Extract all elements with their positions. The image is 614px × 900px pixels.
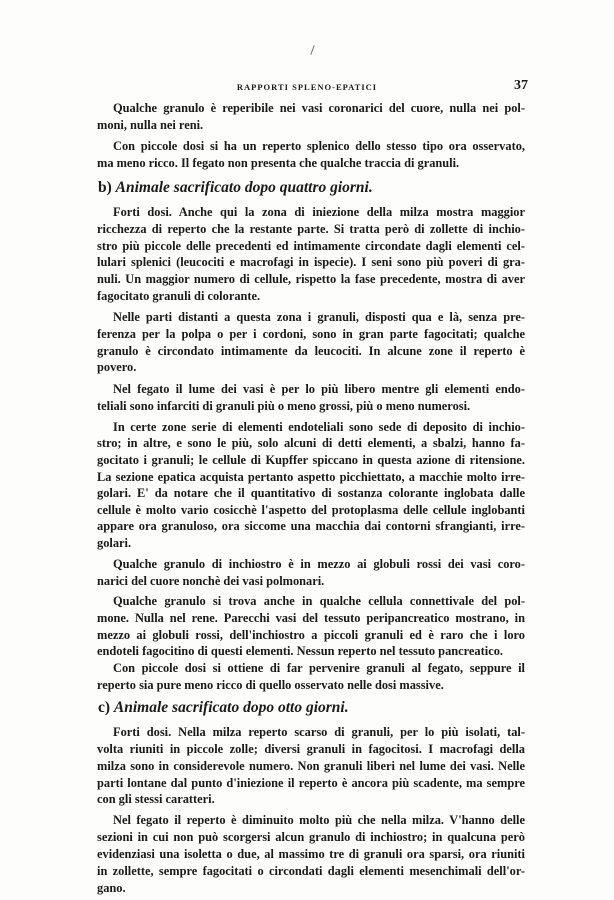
text-line: Forti dosi. Anche qui la zona di iniezione della milza mostra maggior xyxy=(113,205,525,219)
text-line: nuli. Un maggior numero di cellule, rispetto la fase precedente, mostra di aver xyxy=(97,272,525,286)
section-heading-b xyxy=(98,179,373,197)
text-line: appare ora granuloso, ora siccome una macchia dai contorni sfrangianti, irre- xyxy=(97,519,525,533)
running-head: RAPPORTI SPLENO-EPATICI xyxy=(236,82,378,92)
text-line: stro; in altre, e sono le più, solo alcuni di detti elementi, a sbalzi, hanno fa- xyxy=(97,436,525,450)
section-title: Animale sacrificato dopo quattro giorni. xyxy=(115,179,373,196)
text-line: cellule è molto vario cosicchè l'aspetto del protoplasma delle cellule inglobanti xyxy=(97,503,525,517)
text-line: golari. xyxy=(97,536,132,550)
text-line: moni, nulla nei reni. xyxy=(97,118,204,132)
text-line: Nel fegato il lume dei vasi è per lo più libero mentre gli elementi endo- xyxy=(113,382,525,396)
text-line: narici del cuore nonchè dei vasi polmonari. xyxy=(97,574,325,588)
text-line: parti lontane dal punto d'iniezione il reperto è ancora più scadente, ma sempre xyxy=(97,776,525,790)
text-line: stro più piccole delle precedenti ed intimamente circondate dagli elementi cel- xyxy=(97,239,525,253)
text-line: endoteli fagocitino di questi elementi. Nessun reperto nel tessuto pancreatico. xyxy=(97,644,503,658)
text-line: Nelle parti distanti a questa zona i granuli, disposti qua e là, senza pre- xyxy=(113,310,525,324)
text-line: ferenza per la polpa o per i cordoni, sono in gran parte fagocitati; qualche xyxy=(97,327,525,341)
text-line: povero. xyxy=(97,360,137,374)
text-line: La sezione epatica acquista pertanto aspetto picchiettato, a macchie molto irre- xyxy=(97,470,525,484)
text-line: In certe zone serie di elementi endoteliali sono sede di deposito di inchio- xyxy=(113,420,525,434)
text-line: golari. E' da notare che il quantitativo di sostanza colorante inglobata dalle xyxy=(97,486,525,500)
text-line: milza sono in considerevole numero. Non granuli liberi nel lume dei vasi. Nelle xyxy=(97,759,525,773)
text-line: in zollette, sempre fagocitati o circondati dagli elementi mesenchimali dell'or- xyxy=(97,864,525,878)
text-line: reperto sia pure meno ricco di quello osservato nelle dosi massive. xyxy=(97,678,444,692)
text-line: volta riuniti in piccole zolle; diversi granuli in fagocitosi. I macrofagi della xyxy=(97,742,525,756)
text-line: ricchezza di reperto che la restante parte. Si tratta però di zollette di inchio- xyxy=(97,222,525,236)
section-label: b) xyxy=(98,179,112,196)
text-line: Qualche granulo è reperibile nei vasi coronarici del cuore, nulla nei pol- xyxy=(113,101,525,115)
text-line: Forti dosi. Nella milza reperto scarso di granuli, per lo più isolati, tal- xyxy=(113,725,525,739)
page-number: 37 xyxy=(514,78,528,93)
text-line: mone. Nulla nel rene. Parecchi vasi del tessuto peripancreatico mostrano, in xyxy=(97,611,525,625)
text-line: Qualche granulo di inchiostro è in mezzo ai globuli rossi dei vasi coro- xyxy=(113,557,525,571)
text-line: con gli stessi caratteri. xyxy=(97,792,215,806)
section-title: Animale sacrificato dopo otto giorni. xyxy=(113,699,349,716)
text-line: gano. xyxy=(97,881,126,895)
text-line: Nel fegato il reperto è diminuito molto più che nella milza. V'hanno delle xyxy=(113,813,525,827)
text-line: mezzo ai globuli rossi, dell'inchiostro a piccoli granuli ed è raro che i loro xyxy=(97,628,525,642)
text-line: lulari splenici (leucociti e macrofagi in ispecie). I seni sono più poveri di gra- xyxy=(97,255,525,269)
text-line: teliali sono infarciti di granuli più o meno grossi, più o meno numerosi. xyxy=(97,399,471,413)
text-line: ma meno ricco. Il fegato non presenta che qualche traccia di granuli. xyxy=(97,156,460,170)
scan-mark xyxy=(310,45,314,55)
section-heading-c xyxy=(98,699,349,717)
section-label: c) xyxy=(98,699,111,716)
text-line: evidenziasi una isoletta o due, al massimo tre di granuli ora sparsi, ora riuniti xyxy=(97,847,525,861)
text-line: granulo è circondato intimamente da leucociti. In alcune zone il reperto è xyxy=(97,344,525,358)
text-line: Con piccole dosi si ha un reperto splenico dello stesso tipo ora osservato, xyxy=(113,139,525,153)
text-line: gocitato i granuli; le cellule di Kupffer spiccano in questa azione di ritensione. xyxy=(97,453,525,467)
text-line: sezioni in cui non può scorgersi alcun granulo di inchiostro; in qualcuna però xyxy=(97,830,525,844)
text-line: fagocitato granuli di colorante. xyxy=(97,289,261,303)
text-line: Con piccole dosi si ottiene di far pervenire granuli al fegato, seppure il xyxy=(113,661,525,675)
text-line: Qualche granulo si trova anche in qualche cellula connettivale del pol- xyxy=(113,594,525,608)
